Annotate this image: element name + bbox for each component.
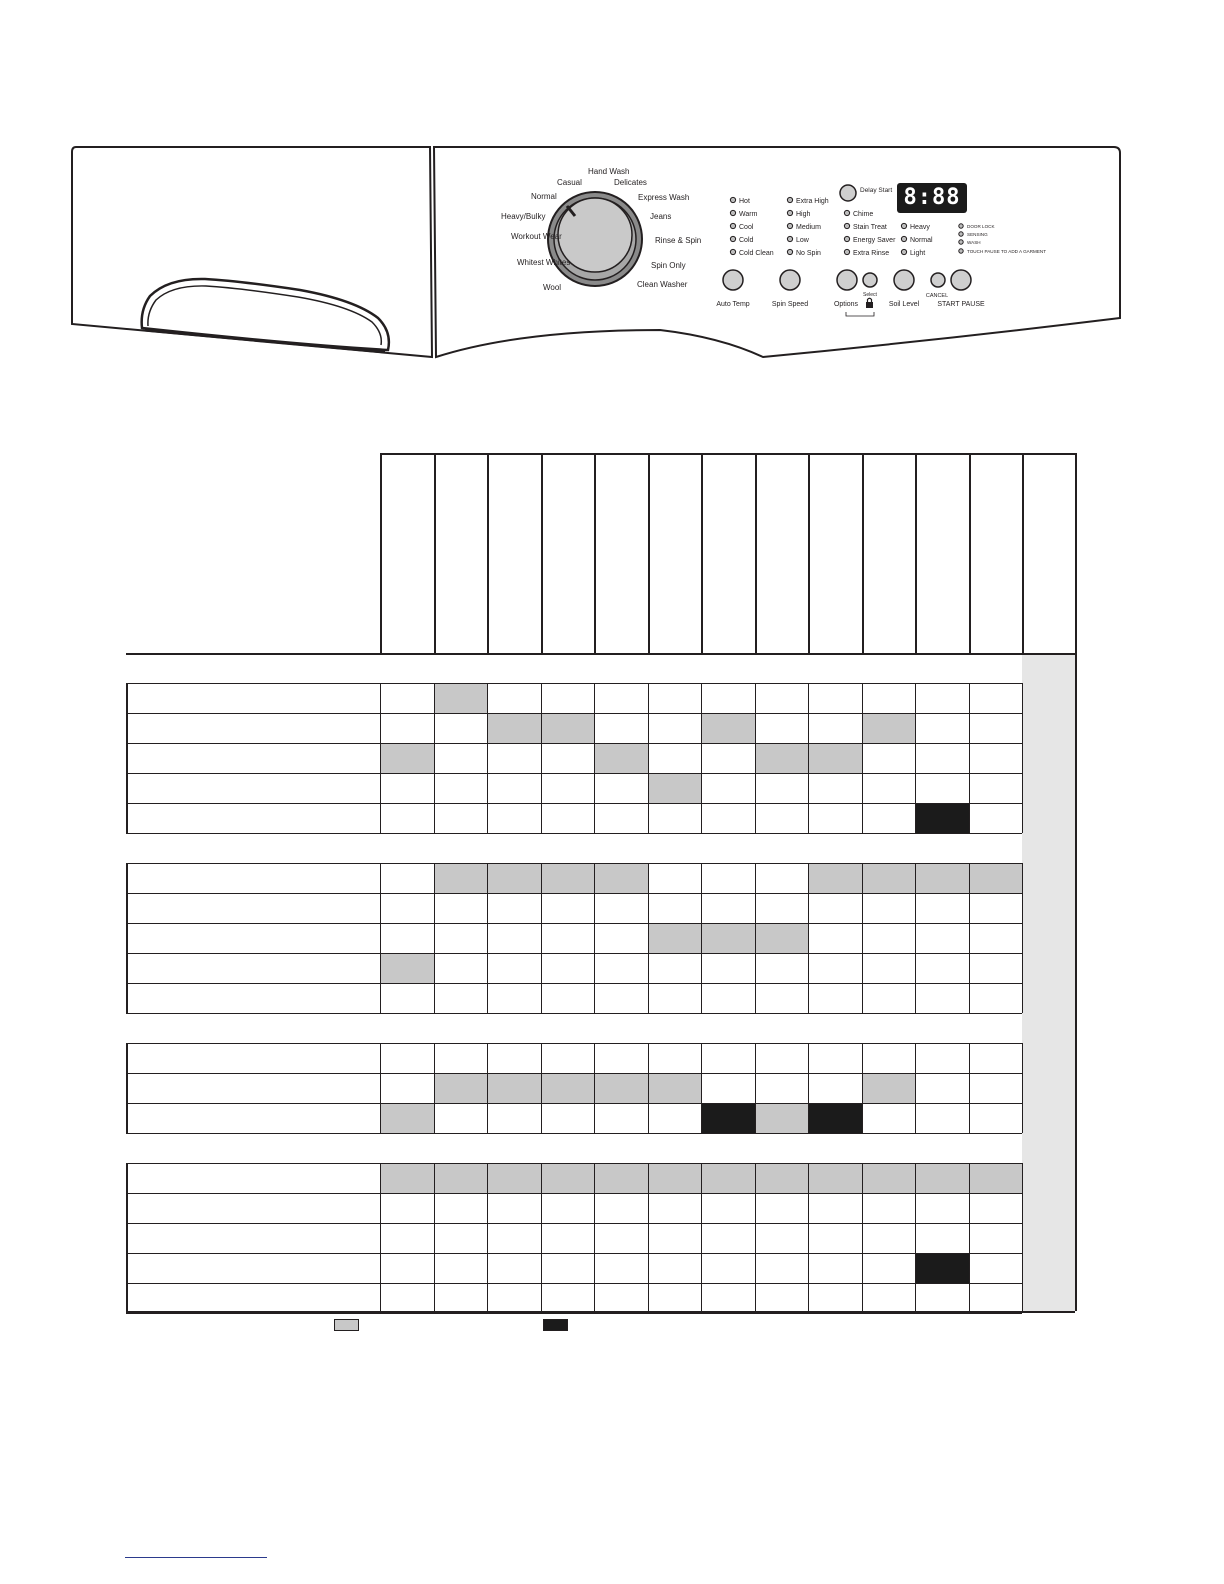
led-label: Light (910, 250, 926, 257)
cycle-label: Workout Wear (511, 232, 562, 241)
select-button[interactable] (863, 273, 877, 287)
spin-speed-label: Spin Speed (771, 301, 809, 308)
delay-start-label: Delay Start (860, 187, 893, 194)
cycle-label: Normal (531, 192, 557, 201)
gray-cell (755, 1103, 809, 1133)
row-rule (126, 1103, 1022, 1104)
gray-cell (594, 1073, 648, 1103)
column-rule (380, 683, 381, 833)
led-label: No Spin (796, 250, 821, 257)
start-pause-label: START PAUSE (937, 301, 985, 308)
header-column-divider (755, 453, 757, 653)
washer-control-panel (0, 0, 1224, 380)
cycle-label: Hand Wash (588, 167, 630, 176)
column-rule (648, 1163, 649, 1313)
led-label: Extra High (796, 198, 829, 205)
gray-cell (808, 743, 862, 773)
row-rule (126, 683, 1022, 684)
gray-cell (755, 743, 809, 773)
header-column-divider (434, 453, 436, 653)
start-pause-button[interactable] (951, 270, 971, 290)
table-side-bar (1022, 653, 1075, 1311)
column-rule (808, 1163, 809, 1313)
gray-cell (594, 1163, 648, 1193)
column-rule (808, 683, 809, 833)
gray-cell (541, 863, 595, 893)
column-rule (648, 863, 649, 1013)
gray-cell (648, 1073, 702, 1103)
column-rule (487, 863, 488, 1013)
black-cell (808, 1103, 862, 1133)
column-rule (594, 1163, 595, 1313)
gray-cell (969, 863, 1023, 893)
header-column-divider (487, 453, 489, 653)
column-rule (808, 1043, 809, 1133)
legend-black-swatch (543, 1319, 568, 1331)
options-button[interactable] (837, 270, 857, 290)
row-rule (126, 1313, 1022, 1314)
row-rule (126, 833, 1022, 834)
gray-cell (808, 1163, 862, 1193)
led-label: DOOR LOCK (967, 224, 995, 229)
gray-cell (434, 863, 488, 893)
row-rule (126, 1073, 1022, 1074)
led-label: Chime (853, 211, 874, 218)
led-label: Normal (910, 237, 933, 244)
header-column-divider (648, 453, 650, 653)
gray-cell (541, 1073, 595, 1103)
column-rule (808, 863, 809, 1013)
row-rule (126, 1133, 1022, 1134)
gray-cell (755, 923, 809, 953)
legend-gray-swatch (334, 1319, 359, 1331)
led-label: SENSING (967, 232, 988, 237)
gray-cell (487, 1163, 541, 1193)
delay-start-button[interactable] (840, 185, 856, 201)
table-left-border (126, 863, 128, 1013)
column-rule (541, 1163, 542, 1313)
footer-rule (125, 1557, 267, 1558)
column-rule (434, 1163, 435, 1313)
soil-level-label: Soil Level (888, 301, 920, 308)
gray-cell (755, 1163, 809, 1193)
led-label: Heavy (910, 224, 930, 231)
led-label: Cold Clean (739, 250, 774, 257)
cycle-label: Jeans (650, 212, 672, 221)
led-label: Warm (739, 211, 758, 218)
cycle-label: Wool (543, 283, 562, 292)
auto-temp-label: Auto Temp (716, 301, 750, 308)
column-rule (755, 1043, 756, 1133)
column-rule (487, 1043, 488, 1133)
header-column-divider (969, 453, 971, 653)
cycle-label: Heavy/Bulky (501, 212, 546, 221)
column-rule (755, 863, 756, 1013)
row-rule (126, 1283, 1022, 1284)
header-column-divider (541, 453, 543, 653)
soil-level-button[interactable] (894, 270, 914, 290)
gray-cell (862, 713, 916, 743)
row-rule (126, 1163, 1022, 1164)
column-rule (541, 683, 542, 833)
row-rule (126, 1193, 1022, 1194)
header-column-divider (594, 453, 596, 653)
led-label: Hot (739, 198, 750, 205)
gray-cell (648, 1163, 702, 1193)
row-rule (126, 1223, 1022, 1224)
led-label: Cold (739, 237, 754, 244)
gray-cell (648, 773, 702, 803)
row-rule (126, 1253, 1022, 1254)
led-label: Cool (739, 224, 754, 231)
cycle-label: Rinse & Spin (655, 236, 702, 245)
cycle-label: Clean Washer (637, 280, 688, 289)
column-rule (487, 1163, 488, 1313)
spin-speed-button[interactable] (780, 270, 800, 290)
column-rule (434, 1043, 435, 1133)
gray-cell (808, 863, 862, 893)
column-rule (380, 1163, 381, 1313)
select-label: Select (863, 292, 877, 298)
cycle-label: Whitest Whites (517, 258, 571, 267)
row-rule (126, 773, 1022, 774)
gray-cell (487, 713, 541, 743)
column-rule (862, 1163, 863, 1313)
gray-cell (701, 1163, 755, 1193)
row-rule (126, 1013, 1022, 1014)
led-label: WASH (967, 240, 981, 245)
table-bottom-rule (126, 1311, 1075, 1313)
column-rule (755, 683, 756, 833)
gray-cell (701, 713, 755, 743)
table-left-border (126, 1163, 128, 1313)
gray-cell (487, 863, 541, 893)
header-column-divider (380, 453, 382, 653)
gray-cell (380, 1163, 434, 1193)
column-rule (755, 1163, 756, 1313)
black-cell (915, 803, 969, 833)
column-rule (648, 1043, 649, 1133)
black-cell (701, 1103, 755, 1133)
table-left-border (126, 683, 128, 833)
cycle-selector-knob[interactable] (548, 192, 642, 286)
column-rule (1022, 1163, 1023, 1313)
gray-cell (434, 1163, 488, 1193)
column-rule (701, 1043, 702, 1133)
column-rule (969, 863, 970, 1013)
led-label: Low (796, 237, 809, 244)
column-rule (434, 683, 435, 833)
column-rule (969, 1043, 970, 1133)
gray-cell (594, 863, 648, 893)
header-column-divider (915, 453, 917, 653)
gray-cell (380, 953, 434, 983)
cancel-label: CANCEL (925, 293, 949, 299)
time-display: 8:88 (897, 183, 967, 213)
led-label: High (796, 211, 811, 218)
column-rule (862, 683, 863, 833)
header-top-rule (380, 453, 1075, 455)
gray-cell (541, 713, 595, 743)
led-label: Extra Rinse (853, 250, 890, 257)
column-rule (1022, 1043, 1023, 1133)
gray-cell (541, 1163, 595, 1193)
column-rule (915, 1163, 916, 1313)
row-rule (126, 803, 1022, 804)
column-rule (487, 683, 488, 833)
cycle-label: Spin Only (651, 261, 686, 270)
gray-cell (434, 683, 488, 713)
column-rule (915, 863, 916, 1013)
led-label: TOUCH PAUSE TO ADD A GARMENT (967, 249, 1047, 254)
column-rule (969, 683, 970, 833)
gray-cell (862, 1163, 916, 1193)
row-rule (126, 923, 1022, 924)
column-rule (648, 683, 649, 833)
gray-cell (969, 1163, 1023, 1193)
column-rule (1022, 863, 1023, 1013)
header-bottom-rule (126, 653, 1075, 655)
row-rule (126, 863, 1022, 864)
cycle-label: Casual (557, 178, 582, 187)
row-rule (126, 713, 1022, 714)
column-rule (380, 863, 381, 1013)
row-rule (126, 953, 1022, 954)
column-rule (541, 1043, 542, 1133)
header-column-divider (808, 453, 810, 653)
header-column-divider (862, 453, 864, 653)
gray-cell (380, 1103, 434, 1133)
column-rule (701, 1163, 702, 1313)
column-rule (915, 1043, 916, 1133)
options-label: Options (833, 301, 859, 308)
led-label: Energy Saver (853, 237, 896, 244)
table-left-border (126, 1043, 128, 1133)
column-rule (969, 1163, 970, 1313)
gray-cell (915, 1163, 969, 1193)
column-rule (701, 863, 702, 1013)
column-rule (1022, 683, 1023, 833)
table-right-border (1075, 453, 1077, 1311)
led-label: Stain Treat (853, 224, 887, 231)
gray-cell (380, 743, 434, 773)
header-column-divider (701, 453, 703, 653)
gray-cell (862, 1073, 916, 1103)
column-rule (594, 863, 595, 1013)
gray-cell (434, 1073, 488, 1103)
column-rule (594, 683, 595, 833)
column-rule (594, 1043, 595, 1133)
row-rule (126, 983, 1022, 984)
auto-temp-button[interactable] (723, 270, 743, 290)
column-rule (862, 1043, 863, 1133)
row-rule (126, 893, 1022, 894)
cancel-button[interactable] (931, 273, 945, 287)
column-rule (862, 863, 863, 1013)
led-label: Medium (796, 224, 821, 231)
gray-cell (648, 923, 702, 953)
column-rule (434, 863, 435, 1013)
gray-cell (701, 923, 755, 953)
gray-cell (862, 863, 916, 893)
gray-cell (594, 743, 648, 773)
column-rule (915, 683, 916, 833)
column-rule (701, 683, 702, 833)
row-rule (126, 743, 1022, 744)
gray-cell (915, 863, 969, 893)
column-rule (380, 1043, 381, 1133)
cycle-label: Express Wash (638, 193, 690, 202)
row-rule (126, 1043, 1022, 1044)
column-rule (541, 863, 542, 1013)
header-column-divider (1022, 453, 1024, 653)
cycle-label: Delicates (614, 178, 647, 187)
gray-cell (487, 1073, 541, 1103)
black-cell (915, 1253, 969, 1283)
